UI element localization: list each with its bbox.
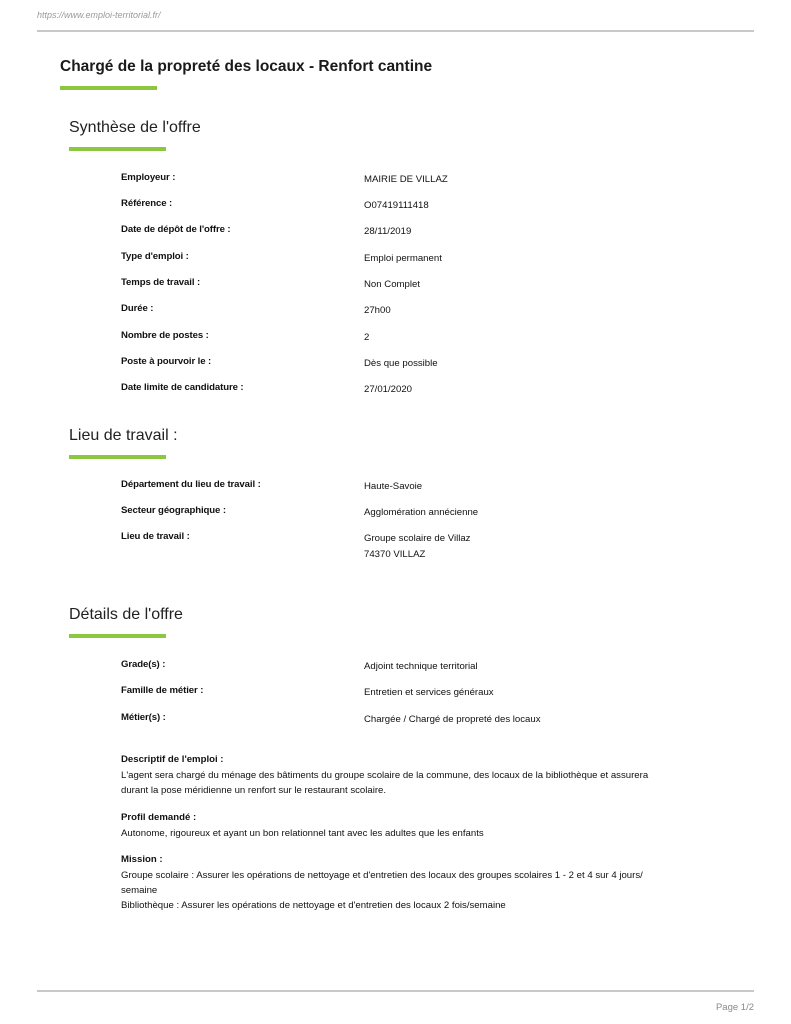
row-label: Date limite de candidature : xyxy=(121,382,244,393)
page-title: Chargé de la propreté des locaux - Renfort cantine xyxy=(60,58,433,75)
section-accent-bar xyxy=(69,147,166,151)
row-label: Employeur : xyxy=(121,172,176,183)
row-value: MAIRIE DE VILLAZ xyxy=(364,174,448,185)
row-label: Type d'emploi : xyxy=(121,251,189,262)
footer-divider xyxy=(37,990,754,992)
row-label: Secteur géographique : xyxy=(121,505,226,516)
section-accent-bar xyxy=(69,455,166,459)
row-value: Non Complet xyxy=(364,279,420,290)
row-value: Chargée / Chargé de propreté des locaux xyxy=(364,714,541,725)
row-value: 27/01/2020 xyxy=(364,384,413,395)
row-value: 2 xyxy=(364,332,370,343)
info-row-famille-metier xyxy=(121,685,721,701)
info-row-temps-travail xyxy=(121,277,721,293)
mission-label: Mission : xyxy=(121,854,163,865)
mission-text: Groupe scolaire : Assurer les opérations de nettoyage et d'entretien des locaux des groupes scolaires 1 - 2 et 4 sur 4 jours/ semaine Bibliothèque : Assurer les opérations de nettoyage et d'entretien des locaux 2 fois/semaine xyxy=(121,870,643,911)
row-label: Famille de métier : xyxy=(121,685,204,696)
row-label: Référence : xyxy=(121,198,173,209)
info-row-duree xyxy=(121,303,721,319)
row-label: Grade(s) : xyxy=(121,659,166,670)
row-value: Dès que possible xyxy=(364,358,438,369)
row-value: Agglomération annécienne xyxy=(364,507,479,518)
row-label: Nombre de postes : xyxy=(121,330,209,341)
info-row-secteur xyxy=(121,505,721,521)
info-row-date-depot xyxy=(121,224,721,240)
section-accent-bar xyxy=(69,634,166,638)
row-label: Métier(s) : xyxy=(121,712,166,723)
page-number: Page 1/2 xyxy=(715,1002,754,1013)
info-row-poste-pourvoir xyxy=(121,356,721,372)
info-row-type-emploi xyxy=(121,251,721,267)
section-title-details: Détails de l'offre xyxy=(69,606,183,623)
row-value: Haute-Savoie xyxy=(364,481,423,492)
info-row-lieu-travail xyxy=(121,531,721,565)
profil-label: Profil demandé : xyxy=(121,812,197,823)
info-row-departement xyxy=(121,479,721,495)
info-row-nombre-postes xyxy=(121,330,721,346)
section-title-lieu: Lieu de travail : xyxy=(69,427,178,444)
row-value: 28/11/2019 xyxy=(364,226,412,237)
section-title-synthese: Synthèse de l'offre xyxy=(69,119,201,136)
row-label: Date de dépôt de l'offre : xyxy=(121,224,231,235)
descriptif-label: Descriptif de l'emploi : xyxy=(121,754,224,765)
row-value: 27h00 xyxy=(364,305,391,316)
info-row-employeur xyxy=(121,172,721,188)
row-label: Poste à pourvoir le : xyxy=(121,356,212,367)
row-label: Durée : xyxy=(121,303,154,314)
row-label: Lieu de travail : xyxy=(121,531,190,542)
row-value: Groupe scolaire de Villaz 74370 VILLAZ xyxy=(364,533,471,560)
row-value: O07419111418 xyxy=(364,200,429,211)
row-value: Entretien et services généraux xyxy=(364,687,494,698)
header-divider xyxy=(37,30,754,32)
title-accent-bar xyxy=(60,86,157,90)
profil-text: Autonome, rigoureux et ayant un bon relationnel tant avec les adultes que les enfants xyxy=(121,828,484,839)
info-row-grade xyxy=(121,659,721,675)
row-value: Emploi permanent xyxy=(364,253,442,264)
info-row-date-limite xyxy=(121,382,721,398)
info-row-reference xyxy=(121,198,721,214)
row-label: Département du lieu de travail : xyxy=(121,479,261,490)
descriptif-text: L'agent sera chargé du ménage des bâtiments du groupe scolaire de la commune, des locaux de la bibliothèque et assurera durant la pose méridienne un renfort sur le restaurant scolaire. xyxy=(121,770,649,796)
page-url: https://www.emploi-territorial.fr/ xyxy=(37,10,161,20)
info-row-metier xyxy=(121,712,721,728)
row-value: Adjoint technique territorial xyxy=(364,661,478,672)
row-label: Temps de travail : xyxy=(121,277,201,288)
